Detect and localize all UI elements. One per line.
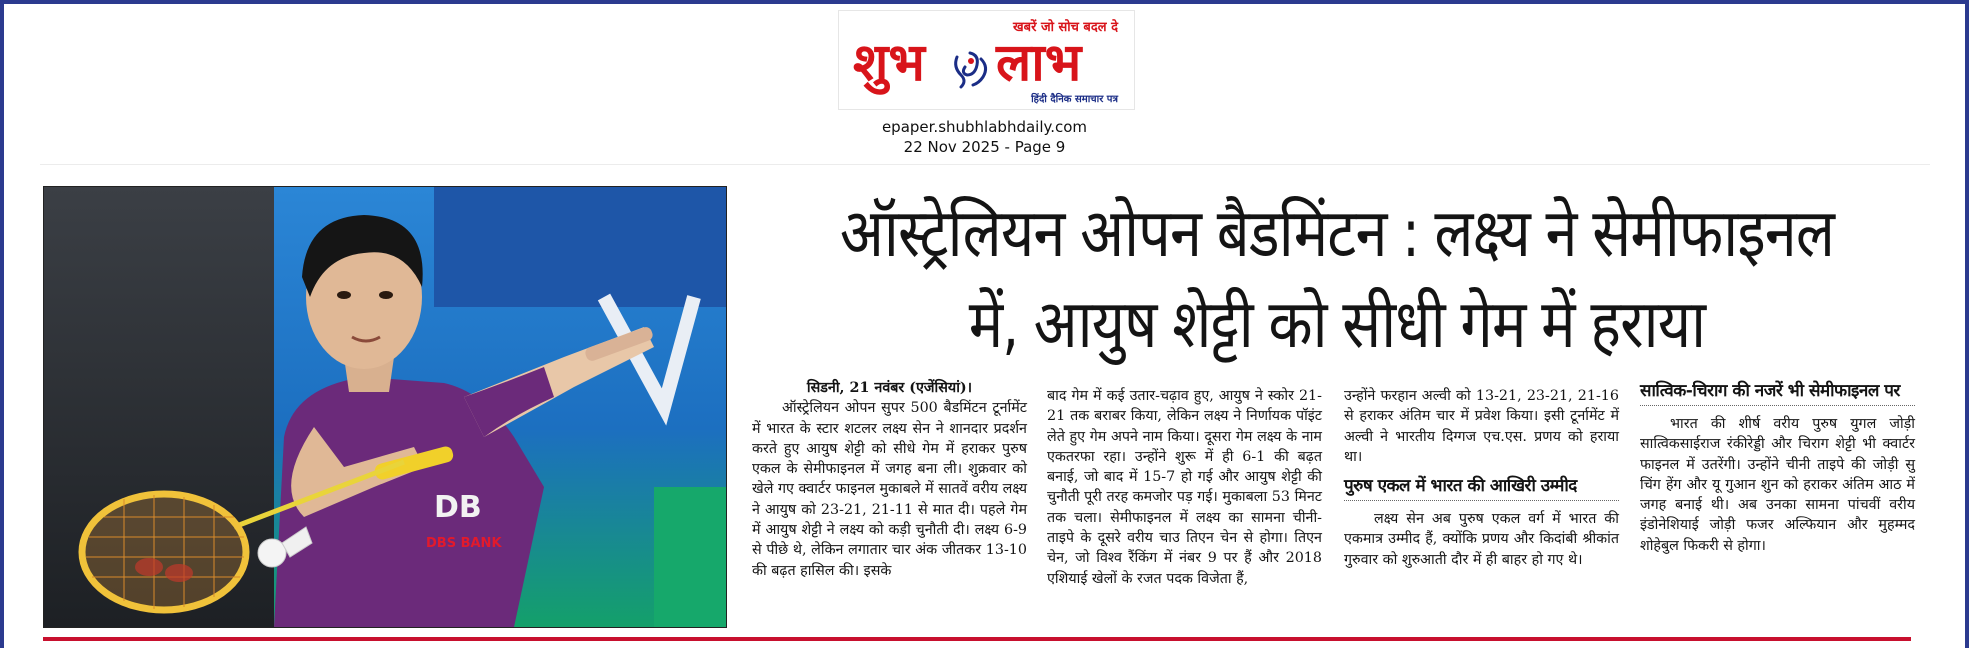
page-frame-right: [1965, 0, 1969, 648]
column-3-text-a: उन्होंने फरहान अल्वी को 13-21, 23-21, 21-16 से हराकर अंतिम चार में प्रवेश किया। इसी टूर्नामेंट में अल्वी ने भारतीय दिग्गज एच.एस. प्रणय को हराया था।: [1344, 388, 1619, 465]
article-column-3: [1344, 386, 1619, 570]
masthead-logo[interactable]: [838, 10, 1135, 110]
jersey-sponsor-text: DBS BANK: [426, 536, 502, 551]
jersey-logo-text: DB: [434, 490, 482, 525]
headline-line-2: में, आयुष शेट्टी को सीधी गेम में हराया: [968, 285, 1706, 363]
badminton-player-illustration: [44, 187, 726, 627]
logo-word-labh: लाभ: [996, 33, 1082, 93]
logo-subtitle: हिंदी दैनिक समाचार पत्र: [1031, 94, 1118, 105]
page-frame-top: [0, 0, 1969, 4]
article-column-1: [752, 378, 1027, 581]
header-separator: [40, 164, 1930, 165]
column-1-text: ऑस्ट्रेलियन ओपन सुपर 500 बैडमिंटन टूर्नामेंट में भारत के स्टार शटलर लक्ष्य सेन ने शानदार प्रदर्शन करते हुए आयुष शेट्टी को सीधे गेम में हराकर पुरुष एकल के सेमीफाइनल में जगह बना ली। शुक्रवार को खेले गए क्वार्टर फाइनल मुकाबले में सातवें वरीय लक्ष्य ने आयुष को 23-21, 21-11 से मात दी। पहले गेम में आयुष शेट्टी ने लक्ष्य को कड़ी चुनौती दी। लक्ष्य 6-9 से पीछे थे, लेकिन लगातार चार अंक जीतकर 13-10 की बढ़त हासिल की। इसके: [752, 400, 1027, 579]
bottom-rule: [43, 637, 1911, 641]
page-frame-left: [0, 0, 4, 648]
article-column-4: [1640, 378, 1915, 556]
column-3-subhead: पुरुष एकल में भारत की आखिरी उम्मीद: [1344, 473, 1619, 501]
ganesh-icon: [947, 45, 993, 91]
column-2-text: बाद गेम में कई उतार-चढ़ाव हुए, आयुष ने स्कोर 21-21 तक बराबर किया, लेकिन लक्ष्य ने निर्णायक पॉइंट लेते हुए गेम अपने नाम किया। दूसरा गेम लक्ष्य के नाम एकतरफा रहा। उन्होंने शुरू में ही 6-1 की बढ़त बनाई, जो बाद में 15-7 हो गई और आयुष शेट्टी की चुनौती पूरी तरह कमजोर पड़ गई। मुकाबला 53 मिनट तक चला। सेमीफाइनल में लक्ष्य का सामना चीनी-ताइपे के दूसरे वरीय चाउ तिएन चेन से होगा। तिएन चेन, जो विश्व रैंकिंग में नंबर 9 पर हैं और 2018 एशियाई खेलों के रजत पदक विजेता हैं,: [1047, 388, 1322, 587]
column-3-text-b: लक्ष्य सेन अब पुरुष एकल वर्ग में भारत की एकमात्र उम्मीद हैं, क्योंकि प्रणय और किदांबी श्रीकांत गुरुवार को शुरुआती दौर में ही बाहर हो गए थे।: [1344, 511, 1619, 568]
source-url[interactable]: epaper.shubhlabhdaily.com: [881, 118, 1088, 136]
headline-line-1: ऑस्ट्रेलियन ओपन बैडमिंटन : लक्ष्य ने सेमीफाइनल: [839, 194, 1835, 272]
logo-tagline: खबरें जो सोच बदल दे: [1013, 20, 1118, 35]
logo-word-shubh: शुभ: [853, 33, 925, 93]
article-column-2: [1047, 386, 1322, 589]
column-4-text: भारत की शीर्ष वरीय पुरुष युगल जोड़ी सात्विकसाईराज रंकीरेड्डी और चिराग शेट्टी भी क्वार्टर फाइनल में उतरेंगी। उन्होंने चीनी ताइपे की जोड़ी सु चिंग हेंग और यू गुआन शुन को हराकर अंतिम आठ में जगह बनाई थी। अब उनका सामना पांचवीं वरीय इंडोनेशियाई जोड़ी फजर अल्फियान और मुहम्मद शोहेबुल फिकरी से होगा।: [1640, 416, 1915, 554]
article-photo: [43, 186, 727, 628]
source-date-page: 22 Nov 2025 - Page 9: [903, 138, 1066, 156]
article-dateline: सिडनी, 21 नवंबर (एजेंसियां)।: [806, 380, 973, 396]
column-4-subhead: सात्विक-चिराग की नजरें भी सेमीफाइनल पर: [1640, 378, 1915, 406]
article-headline: [825, 188, 1848, 370]
